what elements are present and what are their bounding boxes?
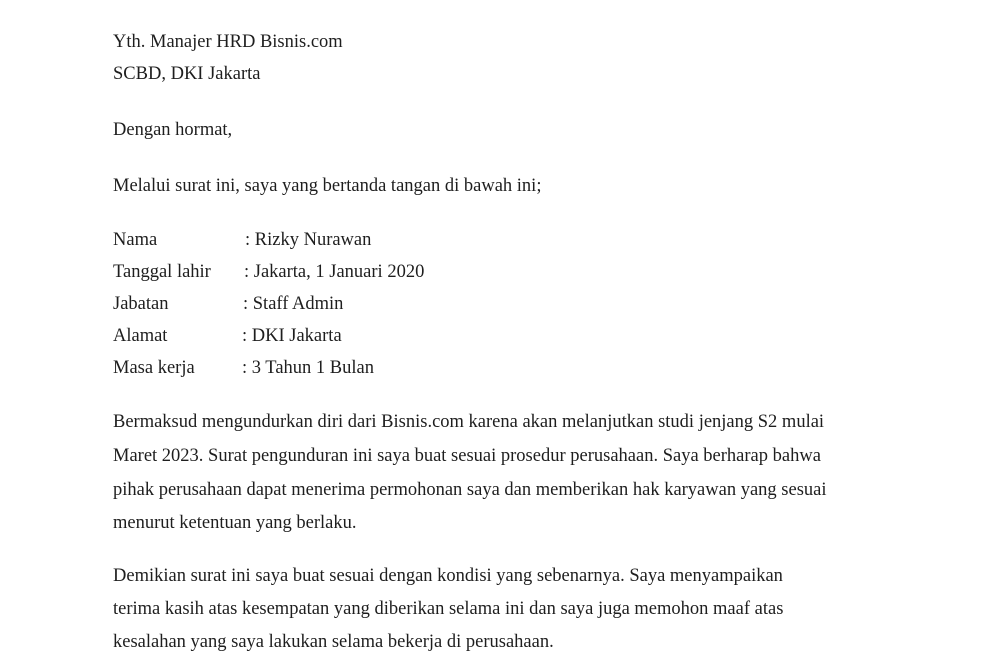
- recipient-line-2: SCBD, DKI Jakarta: [113, 64, 261, 84]
- paragraph-line: terima kasih atas kesempatan yang diberikan selama ini dan saya juga memohon maaf atas: [113, 599, 784, 619]
- paragraph-line: Bermaksud mengundurkan diri dari Bisnis.com karena akan melanjutkan studi jenjang S2 mulai: [113, 412, 825, 432]
- field-value-masa-kerja: : 3 Tahun 1 Bulan: [242, 358, 374, 378]
- field-label-tanggal-lahir: Tanggal lahir: [113, 262, 211, 282]
- paragraph-line: menurut ketentuan yang berlaku.: [113, 513, 357, 533]
- field-label-masa-kerja: Masa kerja: [113, 358, 195, 378]
- greeting: Dengan hormat,: [113, 120, 233, 140]
- field-label-alamat: Alamat: [113, 326, 168, 346]
- paragraph-line: Maret 2023. Surat pengunduran ini saya buat sesuai prosedur perusahaan. Saya berharap bahwa: [113, 446, 821, 466]
- recipient-line-1: Yth. Manajer HRD Bisnis.com: [113, 32, 343, 52]
- field-value-alamat: : DKI Jakarta: [242, 326, 342, 346]
- intro-text: Melalui surat ini, saya yang bertanda tangan di bawah ini;: [113, 176, 542, 196]
- field-label-nama: Nama: [113, 230, 158, 250]
- paragraph-line: pihak perusahaan dapat menerima permohonan saya dan memberikan hak karyawan yang sesuai: [113, 480, 827, 500]
- paragraph-line: kesalahan yang saya lakukan selama bekerja di perusahaan.: [113, 632, 554, 652]
- field-label-jabatan: Jabatan: [113, 294, 169, 314]
- field-value-nama: : Rizky Nurawan: [245, 230, 372, 250]
- field-value-tanggal-lahir: : Jakarta, 1 Januari 2020: [244, 262, 425, 282]
- field-value-jabatan: : Staff Admin: [243, 294, 344, 314]
- paragraph-line: Demikian surat ini saya buat sesuai dengan kondisi yang sebenarnya. Saya menyampaikan: [113, 566, 783, 586]
